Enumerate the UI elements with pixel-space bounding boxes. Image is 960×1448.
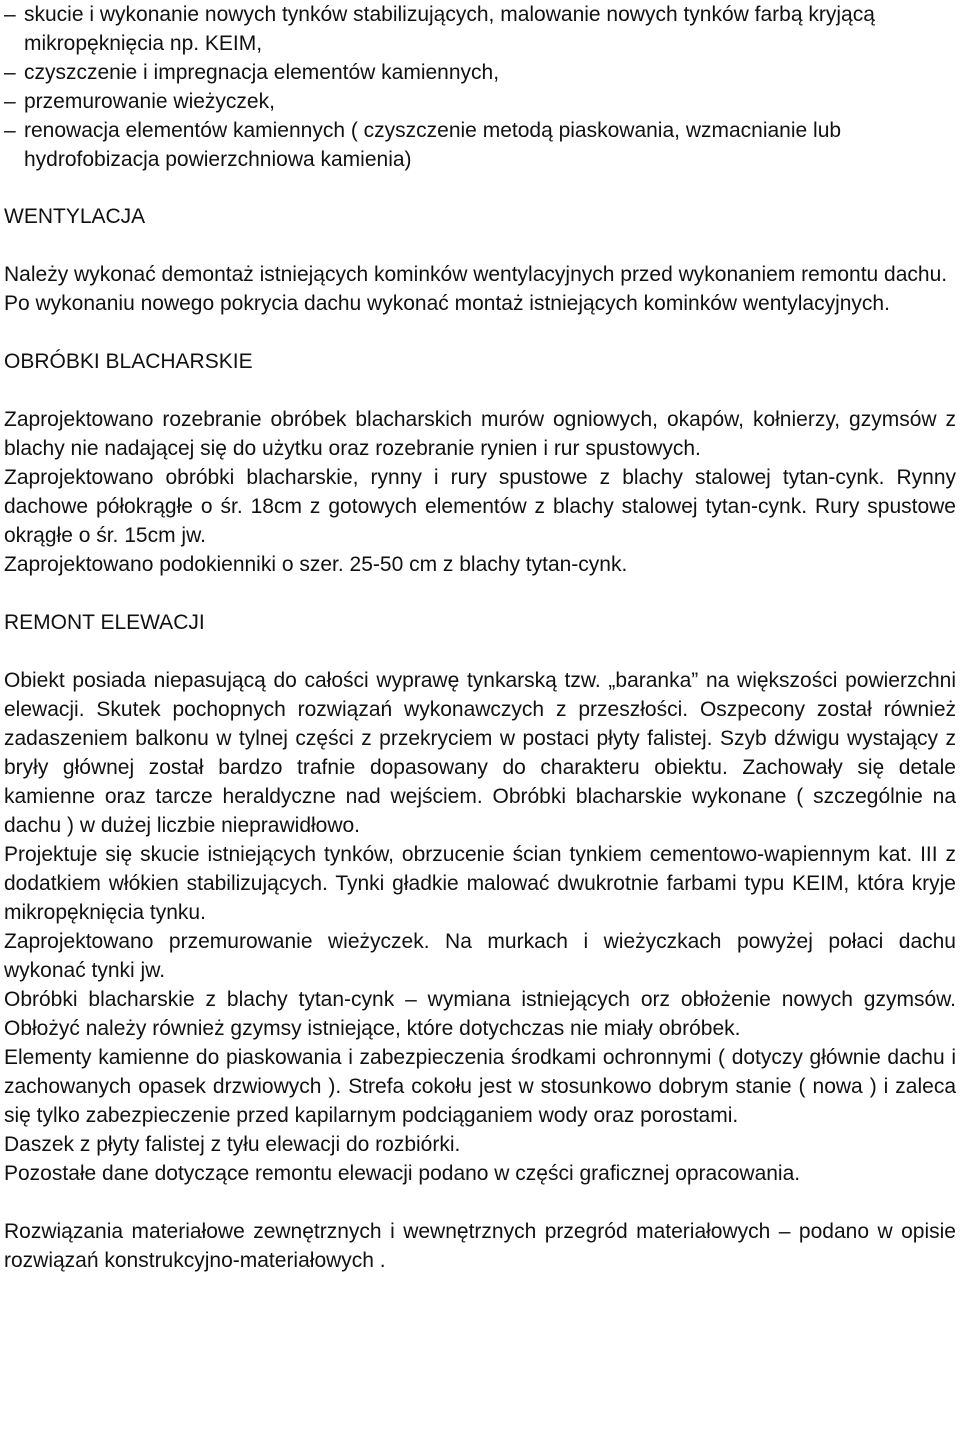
paragraph-remont-5: Elementy kamienne do piaskowania i zabezpieczenia środkami ochronnymi ( dotyczy głównie dachu i zachowanych opasek drzwiowych ). Strefa cokołu jest w stosunkowo dobrym stanie ( nowa ) i zaleca się tylko zabezpieczenie przed kapilarnym podciąganiem wody oraz porostami.: [4, 1046, 956, 1127]
closing-paragraph: Rozwiązania materiałowe zewnętrznych i wewnętrznych przegród materiałowych – podano w opisie rozwiązań konstrukcyjno-materiałowych .: [4, 1220, 956, 1272]
bullet-text: skucie i wykonanie nowych tynków stabilizujących, malowanie nowych tynków farbą kryjącą mikropęknięcia np. KEIM,: [24, 3, 875, 55]
document-page: [4, 0, 956, 1275]
paragraph-obrobki-3: Zaprojektowano podokienniki o szer. 25-50 cm z blachy tytan-cynk.: [4, 553, 628, 576]
section-heading-obrobki: OBRÓBKI BLACHARSKIE: [4, 350, 253, 373]
paragraph-wentylacja: Należy wykonać demontaż istniejących kominków wentylacyjnych przed wykonaniem remontu dachu. Po wykonaniu nowego pokrycia dachu wykonać montaż istniejących kominków wentylacyjnych.: [4, 263, 948, 315]
paragraph-remont-3: Zaprojektowano przemurowanie wieżyczek. Na murkach i wieżyczkach powyżej połaci dachu wykonać tynki jw.: [4, 930, 956, 982]
bullet-text: renowacja elementów kamiennych ( czyszczenie metodą piaskowania, wzmacnianie lub hydrofobizacja powierzchniowa kamienia): [24, 119, 842, 171]
bullet-item: [4, 0, 956, 58]
paragraph-remont-4: Obróbki blacharskie z blachy tytan-cynk – wymiana istniejących orz obłożenie nowych gzymsów. Obłożyć należy również gzymsy istniejące, które dotychczas nie miały obróbek.: [4, 988, 956, 1040]
section-heading-wentylacja: WENTYLACJA: [4, 205, 146, 228]
paragraph-remont-7: Pozostałe dane dotyczące remontu elewacji podano w części graficznej opracowania.: [4, 1162, 801, 1185]
paragraph-remont-2: Projektuje się skucie istniejących tynków, obrzucenie ścian tynkiem cementowo-wapiennym kat. III z dodatkiem włókien stabilizujących. Tynki gładkie malować dwukrotnie farbami typu KEIM, która kryje mikropęknięcia tynku.: [4, 843, 956, 924]
paragraph-obrobki-1: Zaprojektowano rozebranie obróbek blacharskich murów ogniowych, okapów, kołnierzy, gzymsów z blachy nie nadającej się do użytku oraz rozebranie rynien i rur spustowych.: [4, 408, 956, 460]
paragraph-remont-1: Obiekt posiada niepasującą do całości wyprawę tynkarską tzw. „baranka” na większości powierzchni elewacji. Skutek pochopnych rozwiązań wykonawczych z przeszłości. Oszpecony został również zadaszeniem balkonu w tylnej części z przekryciem w postaci płyty falistej. Szyb dźwigu wystający z bryły głównej został bardzo trafnie dopasowany do charakteru obiektu. Zachowały się detale kamienne oraz tarcze heraldyczne nad wejściem. Obróbki blacharskie wykonane ( szczególnie na dachu ) w dużej liczbie nieprawidłowo.: [4, 669, 956, 837]
paragraph-remont-6: Daszek z płyty falistej z tyłu elewacji do rozbiórki.: [4, 1133, 461, 1156]
dash-marker: –: [4, 119, 16, 142]
dash-marker: –: [4, 61, 16, 84]
bullet-item: [4, 58, 956, 87]
dash-marker: –: [4, 90, 16, 113]
bullet-item: [4, 116, 956, 174]
bullet-list: [4, 0, 956, 174]
section-heading-remont: REMONT ELEWACJI: [4, 611, 205, 634]
bullet-item: [4, 87, 956, 116]
dash-marker: –: [4, 3, 16, 26]
bullet-text: przemurowanie wieżyczek,: [24, 90, 275, 113]
paragraph-obrobki-2: Zaprojektowano obróbki blacharskie, rynny i rury spustowe z blachy stalowej tytan-cynk. Rynny dachowe półokrągłe o śr. 18cm z gotowych elementów z blachy stalowej tytan-cynk. Rury spustowe okrągłe o śr. 15cm jw.: [4, 466, 956, 547]
bullet-text: czyszczenie i impregnacja elementów kamiennych,: [24, 61, 500, 84]
